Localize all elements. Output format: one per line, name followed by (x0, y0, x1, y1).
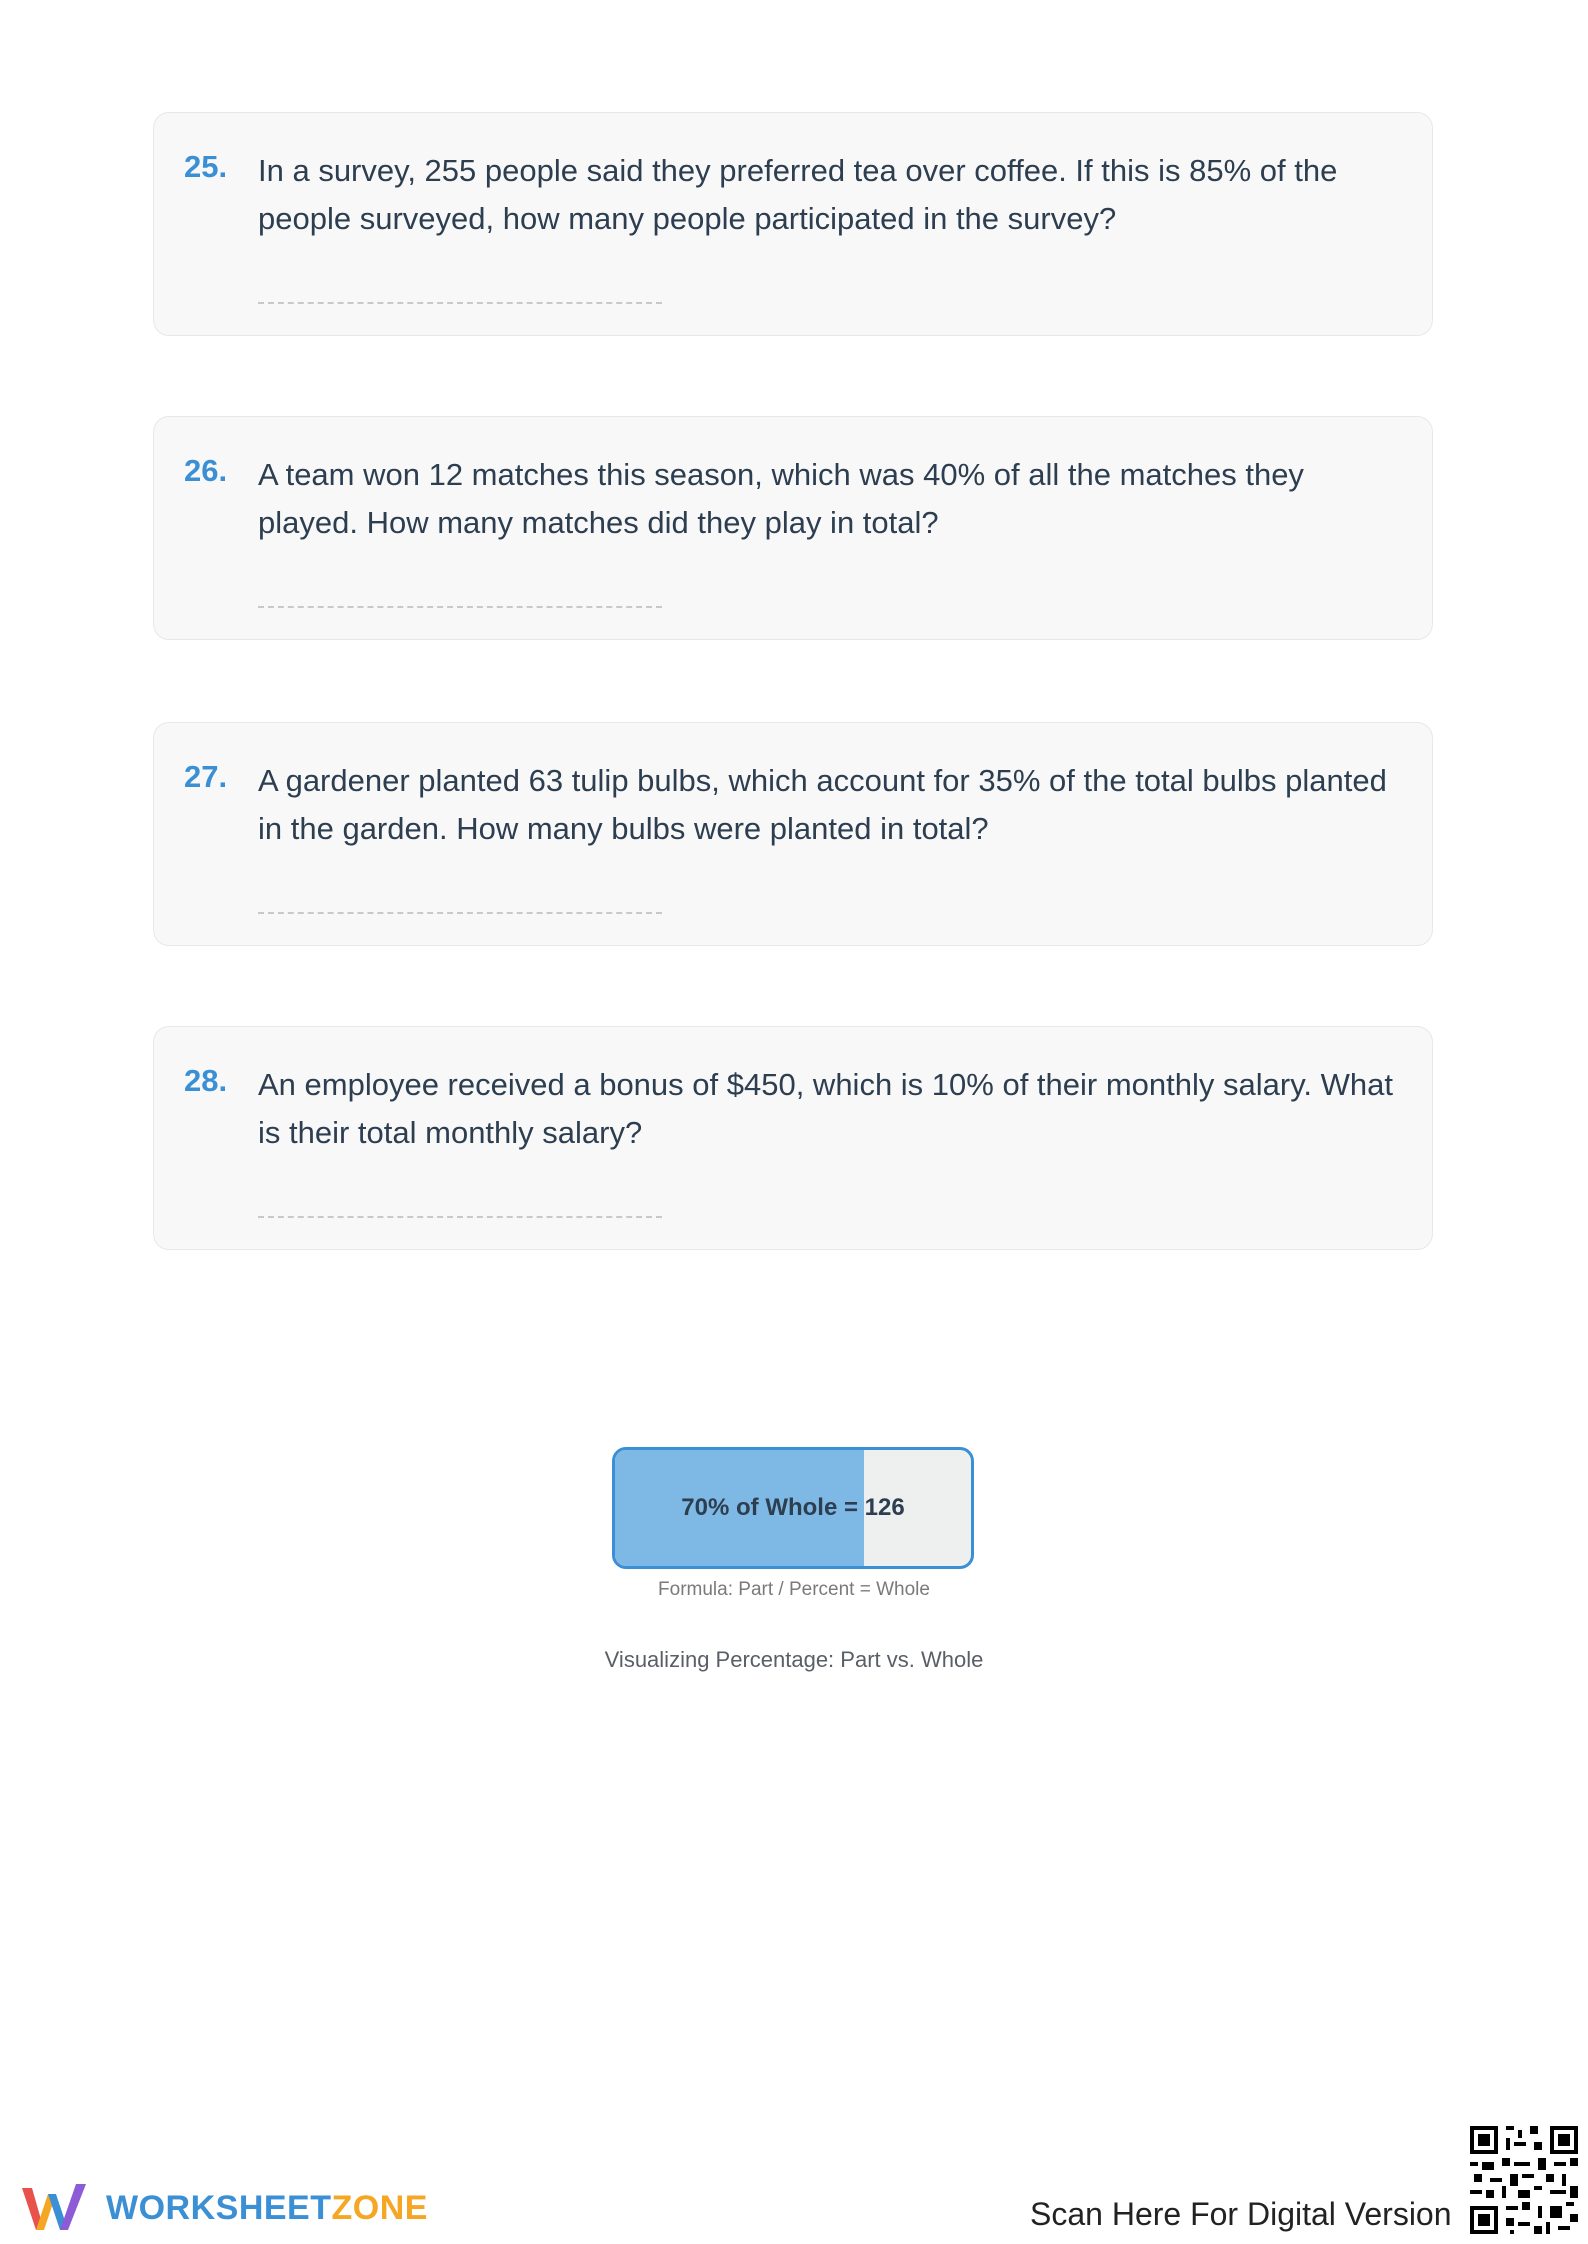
answer-line[interactable] (258, 302, 662, 304)
question-number: 25. (184, 149, 228, 184)
worksheetzone-logo[interactable] (18, 2180, 428, 2236)
answer-line[interactable] (258, 1216, 662, 1218)
question-text: An employee received a bonus of $450, which is 10% of their monthly salary. What is their total monthly salary? (258, 1067, 1393, 1150)
question-card-25 (153, 112, 1433, 336)
scan-text: Scan Here For Digital Version (1030, 2196, 1452, 2232)
brand-name (106, 2189, 428, 2228)
worksheetzone-logo-icon (18, 2180, 94, 2236)
answer-line[interactable] (258, 912, 662, 914)
question-card-26 (153, 416, 1433, 640)
question-number: 28. (184, 1063, 228, 1098)
question-number: 27. (184, 759, 228, 794)
answer-line[interactable] (258, 606, 662, 608)
question-text: A team won 12 matches this season, which was 40% of all the matches they played. How many matches did they play in total? (258, 457, 1304, 540)
visual-caption: Visualizing Percentage: Part vs. Whole (604, 1647, 984, 1672)
percentage-bar-label: 70% of Whole = 126 (681, 1494, 905, 1521)
brand-name-part1: WORKSHEET (106, 2188, 332, 2227)
qr-code-icon[interactable] (1470, 2126, 1578, 2234)
question-number: 26. (184, 453, 228, 488)
question-card-27 (153, 722, 1433, 946)
question-text: A gardener planted 63 tulip bulbs, which account for 35% of the total bulbs planted in the garden. How many bulbs were planted in total? (258, 763, 1387, 846)
question-card-28 (153, 1026, 1433, 1250)
percentage-bar (612, 1447, 974, 1569)
formula-text: Formula: Part / Percent = Whole (658, 1579, 930, 1600)
question-text: In a survey, 255 people said they preferred tea over coffee. If this is 85% of the people surveyed, how many people participated in the survey? (258, 153, 1338, 236)
brand-name-part2: ZONE (331, 2188, 428, 2227)
